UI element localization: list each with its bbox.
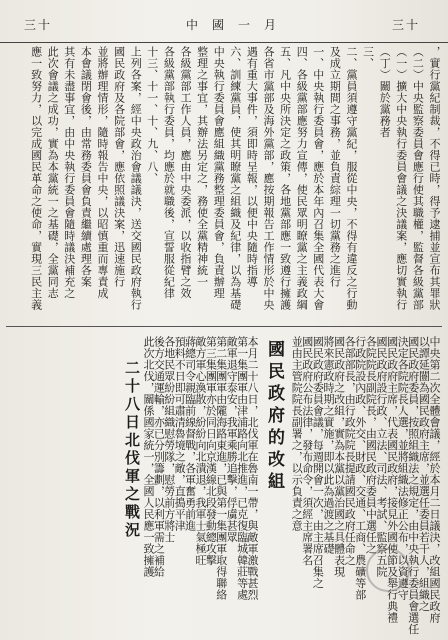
text-column: 國民政府設行政、立法、司法、考試、監察五院 [375, 336, 388, 578]
text-column: 本會議閉會後，由常務委員會負責繼續處理各案 [79, 46, 93, 288]
text-column: 各院院長副院長，由國民政府委員中選任之 [364, 336, 378, 555]
running-title: 中國一月 [186, 18, 291, 32]
text-column: 後方交通運輸，亦已分別籌劃，以利軍需之補給 [152, 336, 166, 578]
text-column: 第一集團軍由津浦路向北推進，已克復臨城韓莊等處 [235, 336, 249, 601]
text-column: 蔣總司令親臨前線督戰，各軍奮勇前進 [183, 336, 197, 532]
text-column: 及成立期間之事務，並負責綜理一切黨務之進行 [328, 46, 342, 288]
text-column: 各級黨部工作人員，應由中央委派，以收指臂之效 [179, 46, 192, 299]
text-column: 決定各院院長人選，並將組織法修正公布，以資遵守 [396, 336, 410, 601]
text-column: ，實行黨紀制裁，不得已時，得予逮捕並宣布其罪狀 [428, 46, 441, 311]
article-title-battle: 二十八日北伐軍之戰況 [123, 360, 141, 540]
text-column: 國民政府委員，按照組織法之規定，由中央執行委員會選任 [406, 336, 420, 635]
text-column: （一）擴大中央執行委員會議之決議案，應切實執行 [394, 46, 408, 311]
text-column: 一、中央執行委員會，應於本年內召集全國代表大會 [311, 46, 325, 311]
section-divider [6, 326, 442, 327]
text-column: 國民政府主席，代表國民政府，接見外國使節及舉行典禮 [385, 336, 399, 624]
text-column: 本月二十八日，北伐軍在魯南一帶，與敵軍激戰甚烈 [246, 336, 259, 601]
text-column: 五、凡中央所決定之政策，各地黨部應一致遵行擁護 [278, 46, 292, 311]
text-column: 十三、十一、十、九、八、 [145, 46, 159, 184]
page-header [0, 0, 448, 43]
text-column: 敵方軍心渙散，紛紛向北潰退，我軍士氣極旺 [194, 336, 207, 566]
text-column: 將來憲政時期之實施，即以此為過渡之基礎 [322, 336, 335, 555]
text-column: 第二集團軍由隴海路東進，已與第一集團軍取得聯絡 [214, 336, 228, 601]
text-column: 國民政府委員會議，每週開會一次，由主席召集之 [311, 336, 325, 589]
text-column: （二）中央監察委員會應行使其職權，監督各級黨部 [411, 46, 425, 311]
text-column: 四、各級黨部應努力宣傳，使民眾明瞭黨之主義政綱 [295, 46, 309, 311]
text-column: 遇有重大事件，須即時呈報，以便中央隨時指導 [245, 46, 259, 288]
text-column: （丁）關於黨務者 [378, 46, 392, 138]
text-column: 二、黨員須遵守黨紀，服從中央，不得有違反之行動 [345, 46, 358, 311]
text-column: 國民政府之改組，實為本黨以黨治國之具體表現 [332, 336, 346, 578]
text-column: 並將辦理情形，隨時報告中央，以昭慎重而專責成 [96, 46, 109, 299]
text-column: 六、訓練黨員，使其明瞭黨之組織及紀律，以為基礎 [228, 46, 242, 311]
text-column: 上列各案，經中央政治會議議決，送交國民政府執行 [129, 46, 143, 311]
text-column: 各級黨部執行委員，均應於就職後，宣誓服從紀律 [162, 46, 176, 299]
text-column: 國民政府公布法律，發布命令，須經主席署名 [300, 336, 314, 566]
text-column: 整理之事宜，其辦法另定之，務使全黨精神統一 [195, 46, 209, 288]
text-column: 此次會議之成功，實為本黨統一之基礎，全黨同志 [46, 46, 60, 299]
text-column: 行政院設內政、外交、財政、交通、工商、農礦等部 [353, 336, 367, 601]
text-column: 應一致努力，以完成國民革命之使命，實現三民主義 [29, 46, 43, 311]
text-column: 預料不日即可肅清魯境之敵，直搗平津 [173, 336, 187, 532]
text-column: 以譚延闓為國民政府主席，並選任委員若干人，組織之 [417, 336, 431, 612]
text-column: 敵軍退守泰安，我軍乘勝追擊，俘虜甚眾 [225, 336, 239, 543]
text-column: 此次北伐，關係國家統一，全國人民應一致擁護 [142, 336, 155, 578]
text-column: 各省市黨部及海外黨部，應按期報告工作情形於中央 [262, 46, 275, 311]
text-column: 中央第二次全體會議，經於本月二日議決，改組國民政府 [428, 336, 441, 624]
text-column: 其有未盡事宜，由中央執行委員會隨時議決補充之 [62, 46, 76, 299]
page-number-left: 三十 [392, 18, 421, 32]
text-column: 國民政府及各院部會，應依照議決案，迅速施行 [112, 46, 126, 288]
library-stamp [366, 548, 410, 592]
text-column: 第三集團軍亦於同日向京漢線北段發動總攻擊 [204, 336, 218, 566]
page-number: 三十 [24, 18, 53, 32]
text-column: 三、 [361, 46, 375, 69]
text-column: 並由主管院院長副署之，以示負責之意 [290, 336, 304, 532]
article-title-government-reorganization: 國民政府的改組 [264, 340, 284, 494]
text-column: 各部部長，由行政院院長提請國民政府任命之 [343, 336, 357, 566]
text-column: 各地民眾紛紛組織慰勞隊，慰勞前方將士 [162, 336, 176, 543]
text-column: 中央執行委員會應組織黨務整理委員會，負責辦理 [212, 46, 226, 299]
